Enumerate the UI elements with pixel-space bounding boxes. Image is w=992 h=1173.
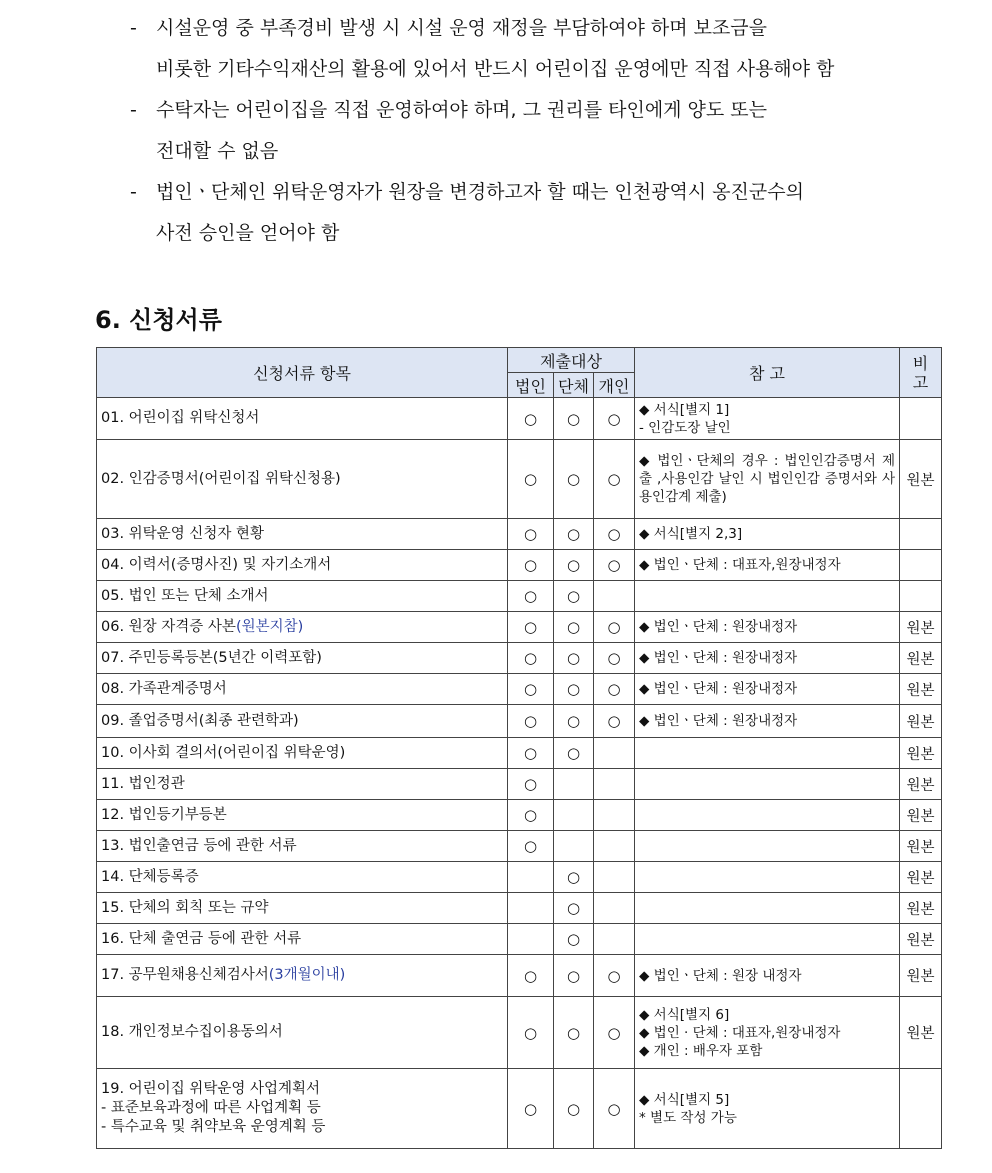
submit-mark-group: ○ (554, 581, 594, 612)
reference-line: ◆ 법인ㆍ단체 : 원장내정자 (639, 713, 798, 729)
document-item-line: 07. 주민등록등본(5년간 이력포함) (101, 649, 322, 666)
table-row (97, 705, 942, 738)
table-row (97, 519, 942, 550)
original-note: 원본 (900, 862, 942, 893)
document-item-cell (97, 831, 508, 862)
document-item-line: 16. 단체 출연금 등에 관한 서류 (101, 930, 302, 947)
reference-line: ◆ 법인ㆍ단체 : 대표자,원장내정자 (639, 557, 841, 573)
table-row (97, 924, 942, 955)
header-corp: 법인 (508, 373, 554, 398)
bullet-dash: - (130, 17, 137, 39)
submit-mark-group: ○ (554, 893, 594, 924)
documents-table (96, 347, 942, 1149)
document-item-cell (97, 674, 508, 705)
table-row (97, 612, 942, 643)
document-item-cell (97, 581, 508, 612)
document-item-cell (97, 440, 508, 519)
submit-mark-group: ○ (554, 398, 594, 440)
document-item-line: 02. 인감증명서(어린이집 위탁신청용) (101, 470, 341, 487)
condition-line: 사전 승인을 얻어야 함 (156, 222, 340, 244)
reference-cell (635, 831, 900, 862)
reference-cell (635, 862, 900, 893)
document-item-line: 13. 법인출연금 등에 관한 서류 (101, 837, 297, 854)
submit-mark-individual (594, 924, 635, 955)
condition-line: 비롯한 기타수익재산의 활용에 있어서 반드시 어린이집 운영에만 직접 사용해야 함 (156, 58, 835, 80)
reference-cell (635, 738, 900, 769)
submit-mark-corp: ○ (508, 955, 554, 997)
submit-mark-group (554, 831, 594, 862)
original-note: 원본 (900, 643, 942, 674)
submit-mark-group: ○ (554, 862, 594, 893)
header-note (900, 348, 942, 398)
submit-mark-corp: ○ (508, 440, 554, 519)
reference-line: * 별도 작성 가능 (639, 1109, 737, 1126)
submit-mark-individual: ○ (594, 705, 635, 738)
header-item: 신청서류 항목 (97, 348, 508, 398)
header-row (97, 348, 942, 373)
document-item-line: 08. 가족관계증명서 (101, 680, 227, 697)
condition-line: 수탁자는 어린이집을 직접 운영하여야 하며, 그 권리를 타인에게 양도 또는 (156, 99, 768, 121)
document-item-cell (97, 893, 508, 924)
submit-mark-individual (594, 831, 635, 862)
reference-line: ◆ 법인ㆍ단체 : 원장내정자 (639, 650, 798, 666)
reference-cell (635, 769, 900, 800)
reference-cell (635, 955, 900, 997)
condition-item (130, 90, 910, 172)
document-item-cell (97, 398, 508, 440)
document-item-cell (97, 997, 508, 1069)
submit-mark-group (554, 769, 594, 800)
document-item-line: 17. 공무원채용신체검사서(3개월이내) (101, 967, 346, 983)
submit-mark-individual (594, 862, 635, 893)
original-note: 원본 (900, 831, 942, 862)
submit-mark-individual: ○ (594, 997, 635, 1069)
original-note: 원본 (900, 705, 942, 738)
header-note-line: 비 (912, 353, 929, 373)
reference-cell (635, 643, 900, 674)
table-row (97, 1069, 942, 1149)
document-item-cell (97, 1069, 508, 1149)
submit-mark-group: ○ (554, 738, 594, 769)
document-item-line: - 특수교육 및 취약보육 운영계획 등 (101, 1119, 326, 1135)
original-note: 원본 (900, 769, 942, 800)
submit-mark-group: ○ (554, 1069, 594, 1149)
original-note (900, 550, 942, 581)
original-note: 원본 (900, 893, 942, 924)
submit-mark-corp: ○ (508, 997, 554, 1069)
table-row (97, 643, 942, 674)
submit-mark-group: ○ (554, 519, 594, 550)
reference-line: ◆ 법인ㆍ단체의 경우 : 법인인감증명서 제출 ,사용인감 날인 시 법인인감 증명서와 사용인감계 제출) (639, 453, 895, 505)
submit-mark-individual (594, 581, 635, 612)
original-note: 원본 (900, 924, 942, 955)
reference-cell (635, 997, 900, 1069)
document-item-line: 14. 단체등록증 (101, 868, 199, 885)
document-item-line: 12. 법인등기부등본 (101, 806, 227, 823)
reference-line: ◆ 서식[별지 5] (639, 1091, 730, 1108)
table-row (97, 581, 942, 612)
table-row (97, 893, 942, 924)
original-note (900, 519, 942, 550)
document-item-note: (원본지참) (235, 618, 304, 635)
submit-mark-corp: ○ (508, 674, 554, 705)
submit-mark-corp: ○ (508, 643, 554, 674)
submit-mark-individual: ○ (594, 440, 635, 519)
header-individual: 개인 (594, 373, 635, 398)
bullet-dash: - (130, 99, 137, 121)
submit-mark-individual: ○ (594, 550, 635, 581)
reference-cell (635, 1069, 900, 1149)
submit-mark-corp: ○ (508, 769, 554, 800)
original-note: 원본 (900, 612, 942, 643)
submit-mark-corp: ○ (508, 738, 554, 769)
header-reference: 참 고 (635, 348, 900, 398)
document-item-line: - 표준보육과정에 따른 사업계획 등 (101, 1100, 321, 1116)
reference-cell (635, 924, 900, 955)
reference-line: ◆ 법인ㆍ단체 : 원장 내정자 (639, 967, 802, 984)
document-item-line: 01. 어린이집 위탁신청서 (101, 410, 260, 426)
submit-mark-group: ○ (554, 612, 594, 643)
reference-cell (635, 674, 900, 705)
document-item-line: 18. 개인정보수집이용동의서 (101, 1024, 283, 1040)
reference-line: ◆ 법인 · 단체 : 대표자,원장내정자 (639, 1024, 841, 1041)
reference-cell (635, 705, 900, 738)
reference-cell (635, 893, 900, 924)
document-item-cell (97, 862, 508, 893)
submit-mark-corp (508, 924, 554, 955)
table-row (97, 997, 942, 1069)
document-item-cell (97, 769, 508, 800)
original-note: 원본 (900, 800, 942, 831)
table-row (97, 831, 942, 862)
original-note: 원본 (900, 997, 942, 1069)
section-title: 6. 신청서류 (95, 306, 222, 334)
submit-mark-individual (594, 738, 635, 769)
submit-mark-group (554, 800, 594, 831)
submit-mark-individual: ○ (594, 612, 635, 643)
submit-mark-corp: ○ (508, 612, 554, 643)
table-row (97, 738, 942, 769)
reference-line: ◆ 개인 : 배우자 포함 (639, 1042, 763, 1059)
submit-mark-individual (594, 800, 635, 831)
submit-mark-group: ○ (554, 997, 594, 1069)
submit-mark-corp: ○ (508, 398, 554, 440)
document-item-cell (97, 612, 508, 643)
submit-mark-group: ○ (554, 440, 594, 519)
submit-mark-group: ○ (554, 643, 594, 674)
reference-line: - 인감도장 날인 (639, 419, 731, 436)
table-row (97, 440, 942, 519)
reference-cell (635, 519, 900, 550)
submit-mark-individual: ○ (594, 643, 635, 674)
original-note (900, 581, 942, 612)
document-item-cell (97, 800, 508, 831)
original-note (900, 398, 942, 440)
document-item-cell (97, 738, 508, 769)
table-row (97, 550, 942, 581)
table-row (97, 955, 942, 997)
condition-line: 시설운영 중 부족경비 발생 시 시설 운영 재정을 부담하여야 하며 보조금을 (156, 17, 768, 39)
document-item-note: (3개월이내) (268, 967, 346, 983)
document-item-line: 11. 법인정관 (101, 775, 185, 792)
submit-mark-corp (508, 862, 554, 893)
submit-mark-group: ○ (554, 924, 594, 955)
reference-line: ◆ 서식[별지 6] (639, 1006, 730, 1023)
bullet-dash: - (130, 181, 137, 203)
reference-cell (635, 550, 900, 581)
reference-cell (635, 800, 900, 831)
header-group: 단체 (554, 373, 594, 398)
submit-mark-individual: ○ (594, 398, 635, 440)
table-row (97, 674, 942, 705)
reference-cell (635, 398, 900, 440)
document-item-line: 10. 이사회 결의서(어린이집 위탁운영) (101, 744, 346, 761)
submit-mark-group: ○ (554, 674, 594, 705)
table-row (97, 398, 942, 440)
document-item-cell (97, 550, 508, 581)
document-item-cell (97, 924, 508, 955)
table-row (97, 769, 942, 800)
submit-mark-individual (594, 893, 635, 924)
submit-mark-corp: ○ (508, 550, 554, 581)
submit-mark-corp: ○ (508, 705, 554, 738)
original-note: 원본 (900, 738, 942, 769)
original-note: 원본 (900, 440, 942, 519)
condition-line: 법인ㆍ단체인 위탁운영자가 원장을 변경하고자 할 때는 인천광역시 옹진군수의 (156, 181, 804, 203)
reference-cell (635, 440, 900, 519)
submit-mark-individual: ○ (594, 955, 635, 997)
submit-mark-corp: ○ (508, 581, 554, 612)
condition-list (130, 8, 910, 254)
reference-cell (635, 581, 900, 612)
condition-item (130, 172, 910, 254)
condition-line: 전대할 수 없음 (156, 140, 279, 162)
document-item-line: 19. 어린이집 위탁운영 사업계획서 (101, 1081, 320, 1097)
original-note: 원본 (900, 955, 942, 997)
submit-mark-corp: ○ (508, 831, 554, 862)
reference-line: ◆ 법인ㆍ단체 : 원장내정자 (639, 681, 798, 697)
table-row (97, 862, 942, 893)
document-item-line: 09. 졸업증명서(최종 관련학과) (101, 712, 299, 729)
submit-mark-individual: ○ (594, 519, 635, 550)
submit-mark-group: ○ (554, 955, 594, 997)
condition-item (130, 8, 910, 90)
header-note-line: 고 (912, 372, 929, 392)
document-item-line: 15. 단체의 회칙 또는 규약 (101, 899, 269, 916)
submit-mark-corp (508, 893, 554, 924)
submit-mark-individual: ○ (594, 1069, 635, 1149)
original-note (900, 1069, 942, 1149)
document-item-cell (97, 955, 508, 997)
header-target: 제출대상 (508, 348, 635, 373)
submit-mark-group: ○ (554, 550, 594, 581)
submit-mark-corp: ○ (508, 800, 554, 831)
submit-mark-individual (594, 769, 635, 800)
reference-line: ◆ 서식[별지 2,3] (639, 526, 743, 542)
document-item-cell (97, 705, 508, 738)
document-item-line: 03. 위탁운영 신청자 현황 (101, 525, 264, 542)
reference-line: ◆ 서식[별지 1] (639, 401, 730, 418)
document-item-line: 04. 이력서(증명사진) 및 자기소개서 (101, 556, 332, 573)
submit-mark-individual: ○ (594, 674, 635, 705)
document-item-cell (97, 643, 508, 674)
reference-cell (635, 612, 900, 643)
table-row (97, 800, 942, 831)
document-item-line: 06. 원장 자격증 사본(원본지참) (101, 618, 304, 635)
submit-mark-group: ○ (554, 705, 594, 738)
original-note: 원본 (900, 674, 942, 705)
submit-mark-corp: ○ (508, 519, 554, 550)
reference-line: ◆ 법인ㆍ단체 : 원장내정자 (639, 619, 798, 635)
document-item-line: 05. 법인 또는 단체 소개서 (101, 587, 269, 604)
submit-mark-corp: ○ (508, 1069, 554, 1149)
document-item-cell (97, 519, 508, 550)
